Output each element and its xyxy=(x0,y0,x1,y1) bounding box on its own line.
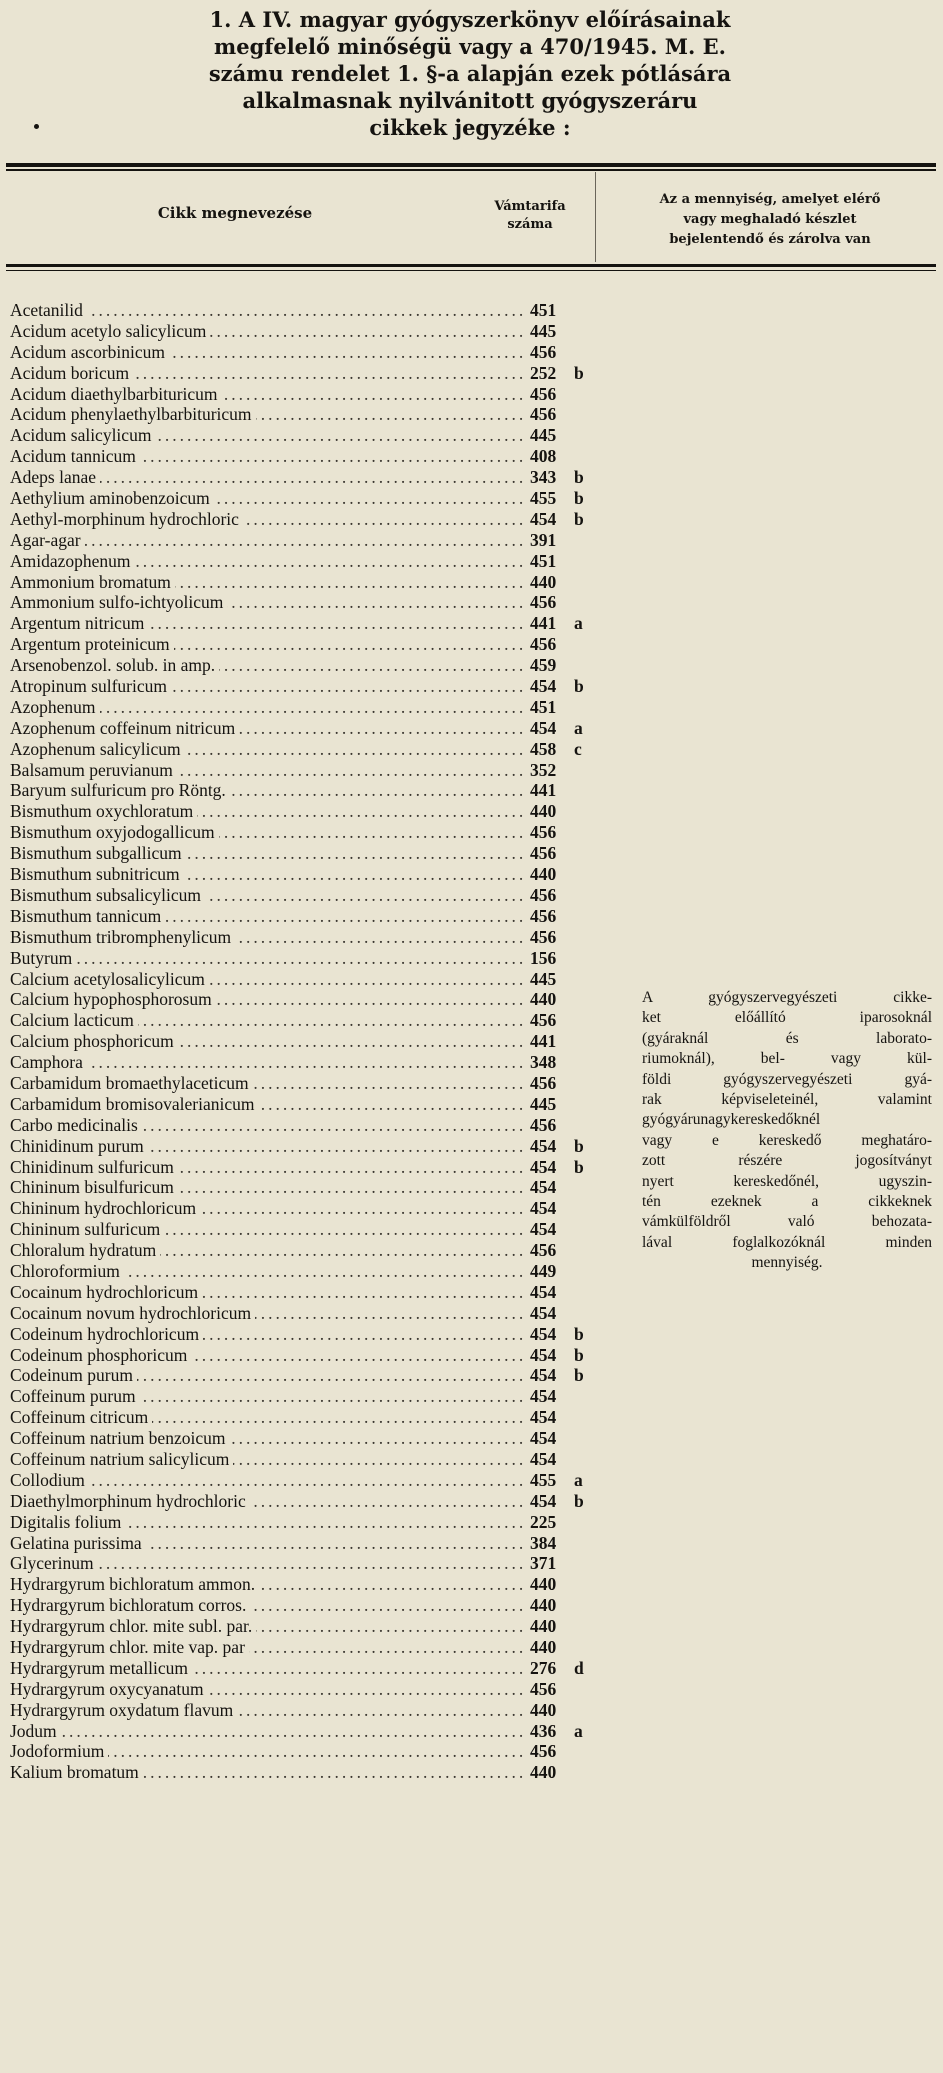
item-name: Hydrargyrum chlor. mite vap. par xyxy=(10,1637,249,1658)
list-item xyxy=(10,300,590,321)
tariff-number: 458 xyxy=(526,739,556,760)
list-item xyxy=(10,1449,590,1470)
list-item xyxy=(10,1157,590,1178)
item-name: Acidum diaethylbarbituricum xyxy=(10,384,222,405)
tariff-letter: a xyxy=(574,613,583,634)
dot-leader xyxy=(10,530,530,551)
list-item xyxy=(10,551,590,572)
tariff-letter: b xyxy=(574,1323,584,1344)
item-name: Acetanilid xyxy=(10,300,87,321)
item-name: Camphora xyxy=(10,1052,87,1073)
quantity-note xyxy=(642,988,932,1274)
tariff-number: 456 xyxy=(526,1741,556,1762)
item-name: Carbamidum bromisovalerianicum xyxy=(10,1094,258,1115)
tariff-number: 454 xyxy=(526,1157,556,1178)
list-item xyxy=(10,1637,590,1658)
tariff-number: 456 xyxy=(526,592,556,613)
tariff-number: 156 xyxy=(526,948,556,969)
item-name: Bismuthum oxychloratum xyxy=(10,801,197,822)
tariff-number: 454 xyxy=(526,1345,556,1366)
tariff-number: 225 xyxy=(526,1512,556,1533)
item-name: Azophenum salicylicum xyxy=(10,739,185,760)
item-name: Chininum hydrochloricum xyxy=(10,1198,200,1219)
tariff-number: 451 xyxy=(526,300,556,321)
item-name: Chinidinum sulfuricum xyxy=(10,1157,178,1178)
list-item xyxy=(10,1386,590,1407)
tariff-letter: a xyxy=(574,1469,583,1490)
item-name: Bismuthum subgallicum xyxy=(10,843,186,864)
note-line: lával foglalkozóknál minden xyxy=(642,1233,932,1251)
list-item xyxy=(10,1303,590,1324)
item-name: Carbo medicinalis xyxy=(10,1115,142,1136)
list-item xyxy=(10,363,590,384)
tariff-number: 276 xyxy=(526,1658,556,1679)
tariff-number: 454 xyxy=(526,718,556,739)
item-name: Glycerinum xyxy=(10,1553,98,1574)
header-line: Vámtarifa xyxy=(494,199,566,214)
tariff-number: 440 xyxy=(526,1762,556,1783)
tariff-number: 445 xyxy=(526,321,556,342)
tariff-number: 454 xyxy=(526,1449,556,1470)
tariff-number: 440 xyxy=(526,1574,556,1595)
item-name: Collodium xyxy=(10,1470,89,1491)
tariff-letter: b xyxy=(574,1490,584,1511)
tariff-number: 455 xyxy=(526,1470,556,1491)
item-name: Arsenobenzol. solub. in amp. xyxy=(10,655,219,676)
list-item xyxy=(10,1136,590,1157)
header-line: száma xyxy=(507,217,553,232)
header-line: vagy meghaladó készlet xyxy=(683,212,857,227)
dot-leader xyxy=(10,300,530,321)
list-item xyxy=(10,530,590,551)
tariff-number: 449 xyxy=(526,1261,556,1282)
item-name: Azophenum coffeinum nitricum xyxy=(10,718,239,739)
tariff-number: 436 xyxy=(526,1721,556,1742)
ink-dot xyxy=(34,124,39,129)
list-item xyxy=(10,1574,590,1595)
tariff-number: 352 xyxy=(526,760,556,781)
list-item xyxy=(10,1512,590,1533)
list-item xyxy=(10,1595,590,1616)
tariff-number: 456 xyxy=(526,342,556,363)
list-item xyxy=(10,801,590,822)
note-line: tén ezeknek a cikkeknek xyxy=(642,1193,932,1211)
list-item xyxy=(10,425,590,446)
list-item xyxy=(10,822,590,843)
item-list xyxy=(10,300,590,1783)
tariff-number: 454 xyxy=(526,1282,556,1303)
tariff-number: 456 xyxy=(526,885,556,906)
list-item xyxy=(10,1010,590,1031)
note-line: zott részére jogosítványt xyxy=(642,1152,932,1170)
item-name: Bismuthum tribromphenylicum xyxy=(10,927,235,948)
tariff-number: 408 xyxy=(526,446,556,467)
list-item xyxy=(10,906,590,927)
dot-leader xyxy=(10,1052,530,1073)
list-item xyxy=(10,1491,590,1512)
list-item xyxy=(10,321,590,342)
item-name: Acidum phenylaethylbarbituricum xyxy=(10,404,256,425)
tariff-number: 440 xyxy=(526,864,556,885)
tariff-number: 456 xyxy=(526,634,556,655)
tariff-number: 454 xyxy=(526,1491,556,1512)
item-name: Diaethylmorphinum hydrochloric xyxy=(10,1491,250,1512)
column-header-name: Cikk megnevezése xyxy=(157,204,313,222)
item-name: Cocainum novum hydrochloricum xyxy=(10,1303,255,1324)
tariff-letter: b xyxy=(574,676,584,697)
item-name: Argentum proteinicum xyxy=(10,634,174,655)
tariff-number: 456 xyxy=(526,1240,556,1261)
note-line: vámkülföldről való behozata- xyxy=(642,1213,932,1231)
note-line: mennyiség. xyxy=(751,1254,823,1272)
tariff-number: 445 xyxy=(526,425,556,446)
tariff-letter: a xyxy=(574,1720,583,1741)
tariff-number: 441 xyxy=(526,1031,556,1052)
item-name: Hydrargyrum metallicum xyxy=(10,1658,192,1679)
tariff-letter: d xyxy=(574,1657,584,1678)
list-item xyxy=(10,948,590,969)
tariff-number: 454 xyxy=(526,676,556,697)
tariff-letter: b xyxy=(574,488,584,509)
list-item xyxy=(10,634,590,655)
tariff-number: 454 xyxy=(526,1177,556,1198)
list-item xyxy=(10,1428,590,1449)
list-item xyxy=(10,1073,590,1094)
list-item xyxy=(10,342,590,363)
tariff-number: 440 xyxy=(526,1700,556,1721)
item-name: Bismuthum subsalicylicum xyxy=(10,885,205,906)
tariff-number: 441 xyxy=(526,780,556,801)
list-item xyxy=(10,1219,590,1240)
note-line: (gyáraknál és laborato- xyxy=(642,1029,932,1047)
item-name: Cocainum hydrochloricum xyxy=(10,1282,202,1303)
item-name: Chloralum hydratum xyxy=(10,1240,160,1261)
list-item xyxy=(10,488,590,509)
list-item xyxy=(10,509,590,530)
tariff-number: 454 xyxy=(526,1428,556,1449)
item-name: Calcium phosphoricum xyxy=(10,1031,178,1052)
tariff-number: 440 xyxy=(526,1637,556,1658)
list-item xyxy=(10,843,590,864)
tariff-letter: b xyxy=(574,1156,584,1177)
tariff-letter: b xyxy=(574,467,584,488)
dot-leader xyxy=(10,1721,530,1742)
item-name: Coffeinum citricum xyxy=(10,1407,152,1428)
list-item xyxy=(10,1533,590,1554)
header-bottom-rule-thin xyxy=(6,270,936,271)
list-item xyxy=(10,1470,590,1491)
list-item xyxy=(10,1282,590,1303)
tariff-number: 456 xyxy=(526,843,556,864)
title-line: cikkek jegyzéke : xyxy=(369,115,571,140)
list-item xyxy=(10,864,590,885)
item-name: Agar-agar xyxy=(10,530,85,551)
list-item xyxy=(10,1762,590,1783)
item-name: Aethyl-morphinum hydrochloric xyxy=(10,509,243,530)
item-name: Coffeinum purum xyxy=(10,1386,140,1407)
item-name: Acidum acetylo salicylicum xyxy=(10,321,210,342)
header-line: bejelentendő és zárolva van xyxy=(669,232,871,247)
item-name: Hydrargyrum bichloratum ammon. xyxy=(10,1574,259,1595)
column-header-quantity xyxy=(605,190,935,250)
tariff-number: 456 xyxy=(526,384,556,405)
item-name: Acidum ascorbinicum xyxy=(10,342,169,363)
tariff-number: 454 xyxy=(526,1219,556,1240)
item-name: Chininum bisulfuricum xyxy=(10,1177,178,1198)
tariff-number: 456 xyxy=(526,1679,556,1700)
tariff-letter: a xyxy=(574,717,583,738)
list-item xyxy=(10,1115,590,1136)
tariff-number: 454 xyxy=(526,1136,556,1157)
column-header-tariff xyxy=(480,198,580,234)
tariff-letter: b xyxy=(574,362,584,383)
header-line: Az a mennyiség, amelyet elérő xyxy=(659,192,881,207)
tariff-number: 454 xyxy=(526,1198,556,1219)
tariff-number: 348 xyxy=(526,1052,556,1073)
list-item xyxy=(10,1052,590,1073)
tariff-number: 440 xyxy=(526,989,556,1010)
item-name: Coffeinum natrium salicylicum xyxy=(10,1449,233,1470)
tariff-number: 456 xyxy=(526,906,556,927)
tariff-number: 440 xyxy=(526,572,556,593)
item-name: Amidazophenum xyxy=(10,551,135,572)
tariff-number: 454 xyxy=(526,1365,556,1386)
item-name: Atropinum sulfuricum xyxy=(10,676,171,697)
dot-leader xyxy=(10,948,530,969)
tariff-number: 456 xyxy=(526,822,556,843)
list-item xyxy=(10,760,590,781)
note-line: ket előállító iparosoknál xyxy=(642,1009,932,1027)
header-top-rule-thin xyxy=(6,169,936,171)
list-item xyxy=(10,1177,590,1198)
list-item xyxy=(10,989,590,1010)
item-name: Gelatina purissima xyxy=(10,1533,146,1554)
item-name: Bismuthum oxyjodogallicum xyxy=(10,822,219,843)
tariff-number: 440 xyxy=(526,1595,556,1616)
item-name: Azophenum xyxy=(10,697,100,718)
item-name: Codeinum hydrochloricum xyxy=(10,1324,203,1345)
tariff-number: 456 xyxy=(526,927,556,948)
tariff-number: 456 xyxy=(526,1010,556,1031)
item-name: Carbamidum bromaethylaceticum xyxy=(10,1073,253,1094)
title-line: megfelelő minőségü vagy a 470/1945. M. E. xyxy=(214,34,726,59)
item-name: Codeinum purum xyxy=(10,1365,137,1386)
note-line: A gyógyszervegyészeti cikke- xyxy=(642,989,932,1006)
item-name: Calcium lacticum xyxy=(10,1010,138,1031)
list-item xyxy=(10,739,590,760)
list-item xyxy=(10,1240,590,1261)
list-item xyxy=(10,592,590,613)
item-name: Chinidinum purum xyxy=(10,1136,148,1157)
column-separator xyxy=(595,172,596,262)
list-item xyxy=(10,885,590,906)
list-item xyxy=(10,467,590,488)
item-name: Butyrum xyxy=(10,948,76,969)
note-line: gyógyárunagykereskedőknél xyxy=(642,1111,821,1129)
item-name: Acidum salicylicum xyxy=(10,425,155,446)
list-item xyxy=(10,1345,590,1366)
title-line: számu rendelet 1. §-a alapján ezek pótlására xyxy=(208,61,732,86)
item-name: Jodoformium xyxy=(10,1741,108,1762)
item-name: Digitalis folium xyxy=(10,1512,125,1533)
tariff-number: 384 xyxy=(526,1533,556,1554)
item-name: Hydrargyrum oxydatum flavum xyxy=(10,1700,237,1721)
tariff-number: 445 xyxy=(526,1094,556,1115)
note-line: földi gyógyszervegyészeti gyá- xyxy=(642,1070,932,1088)
tariff-number: 456 xyxy=(526,1073,556,1094)
list-item xyxy=(10,384,590,405)
tariff-number: 454 xyxy=(526,1407,556,1428)
item-name: Aethylium aminobenzoicum xyxy=(10,488,214,509)
item-name: Ammonium sulfo-ichtyolicum xyxy=(10,592,227,613)
title-line: 1. A IV. magyar gyógyszerkönyv előírásainak xyxy=(209,7,731,32)
list-item xyxy=(10,404,590,425)
list-item xyxy=(10,1094,590,1115)
item-name: Hydrargyrum bichloratum corros. xyxy=(10,1595,250,1616)
list-item xyxy=(10,1261,590,1282)
item-name: Hydrargyrum chlor. mite subl. par. xyxy=(10,1616,256,1637)
tariff-number: 445 xyxy=(526,969,556,990)
item-name: Chloroformium xyxy=(10,1261,124,1282)
list-item xyxy=(10,1031,590,1052)
tariff-number: 451 xyxy=(526,697,556,718)
list-item xyxy=(10,1658,590,1679)
item-name: Bismuthum tannicum xyxy=(10,906,165,927)
list-item xyxy=(10,1700,590,1721)
list-item xyxy=(10,1616,590,1637)
item-name: Chininum sulfuricum xyxy=(10,1219,164,1240)
item-name: Kalium bromatum xyxy=(10,1762,143,1783)
tariff-number: 454 xyxy=(526,1324,556,1345)
item-name: Argentum nitricum xyxy=(10,613,148,634)
list-item xyxy=(10,613,590,634)
item-name: Jodum xyxy=(10,1721,61,1742)
item-name: Coffeinum natrium benzoicum xyxy=(10,1428,229,1449)
list-item xyxy=(10,1365,590,1386)
list-item xyxy=(10,1679,590,1700)
item-name: Ammonium bromatum xyxy=(10,572,175,593)
tariff-number: 454 xyxy=(526,1303,556,1324)
tariff-letter: b xyxy=(574,1135,584,1156)
list-item xyxy=(10,655,590,676)
list-item xyxy=(10,676,590,697)
list-item xyxy=(10,1553,590,1574)
tariff-number: 391 xyxy=(526,530,556,551)
tariff-letter: b xyxy=(574,1365,584,1386)
list-item xyxy=(10,1741,590,1762)
note-line: riumoknál), bel- vagy kül- xyxy=(642,1050,932,1068)
item-name: Calcium hypophosphorosum xyxy=(10,989,216,1010)
tariff-letter: b xyxy=(574,1344,584,1365)
tariff-letter: b xyxy=(574,508,584,529)
item-name: Acidum boricum xyxy=(10,363,133,384)
note-line: nyert kereskedőnél, ugyszin- xyxy=(642,1172,932,1190)
tariff-number: 455 xyxy=(526,488,556,509)
list-item xyxy=(10,969,590,990)
title-line: alkalmasnak nyilvánitott gyógyszeráru xyxy=(242,88,698,113)
item-name: Acidum tannicum xyxy=(10,446,140,467)
tariff-number: 456 xyxy=(526,1115,556,1136)
tariff-number: 371 xyxy=(526,1553,556,1574)
item-name: Baryum sulfuricum pro Röntg. xyxy=(10,780,230,801)
tariff-number: 454 xyxy=(526,509,556,530)
list-item xyxy=(10,572,590,593)
tariff-number: 343 xyxy=(526,467,556,488)
item-name: Bismuthum subnitricum xyxy=(10,864,184,885)
tariff-number: 440 xyxy=(526,801,556,822)
tariff-letter: c xyxy=(574,738,582,759)
list-item xyxy=(10,1198,590,1219)
header-top-rule xyxy=(6,163,936,167)
tariff-number: 459 xyxy=(526,655,556,676)
tariff-number: 440 xyxy=(526,1616,556,1637)
tariff-number: 454 xyxy=(526,1386,556,1407)
header-bottom-rule xyxy=(6,264,936,267)
tariff-number: 451 xyxy=(526,551,556,572)
list-item xyxy=(10,927,590,948)
document-title xyxy=(120,6,820,141)
list-item xyxy=(10,697,590,718)
list-item xyxy=(10,1721,590,1742)
note-line: vagy e kereskedő meghatáro- xyxy=(642,1131,932,1149)
tariff-number: 456 xyxy=(526,404,556,425)
list-item xyxy=(10,718,590,739)
tariff-number: 252 xyxy=(526,363,556,384)
tariff-number: 441 xyxy=(526,613,556,634)
item-name: Adeps lanae xyxy=(10,467,100,488)
note-line: rak képviseleteinél, valamint xyxy=(642,1091,932,1109)
list-item xyxy=(10,446,590,467)
list-item xyxy=(10,1407,590,1428)
item-name: Codeinum phosphoricum xyxy=(10,1345,191,1366)
item-name: Hydrargyrum oxycyanatum xyxy=(10,1679,208,1700)
item-name: Balsamum peruvianum xyxy=(10,760,177,781)
list-item xyxy=(10,1324,590,1345)
list-item xyxy=(10,780,590,801)
item-name: Calcium acetylosalicylicum xyxy=(10,969,209,990)
